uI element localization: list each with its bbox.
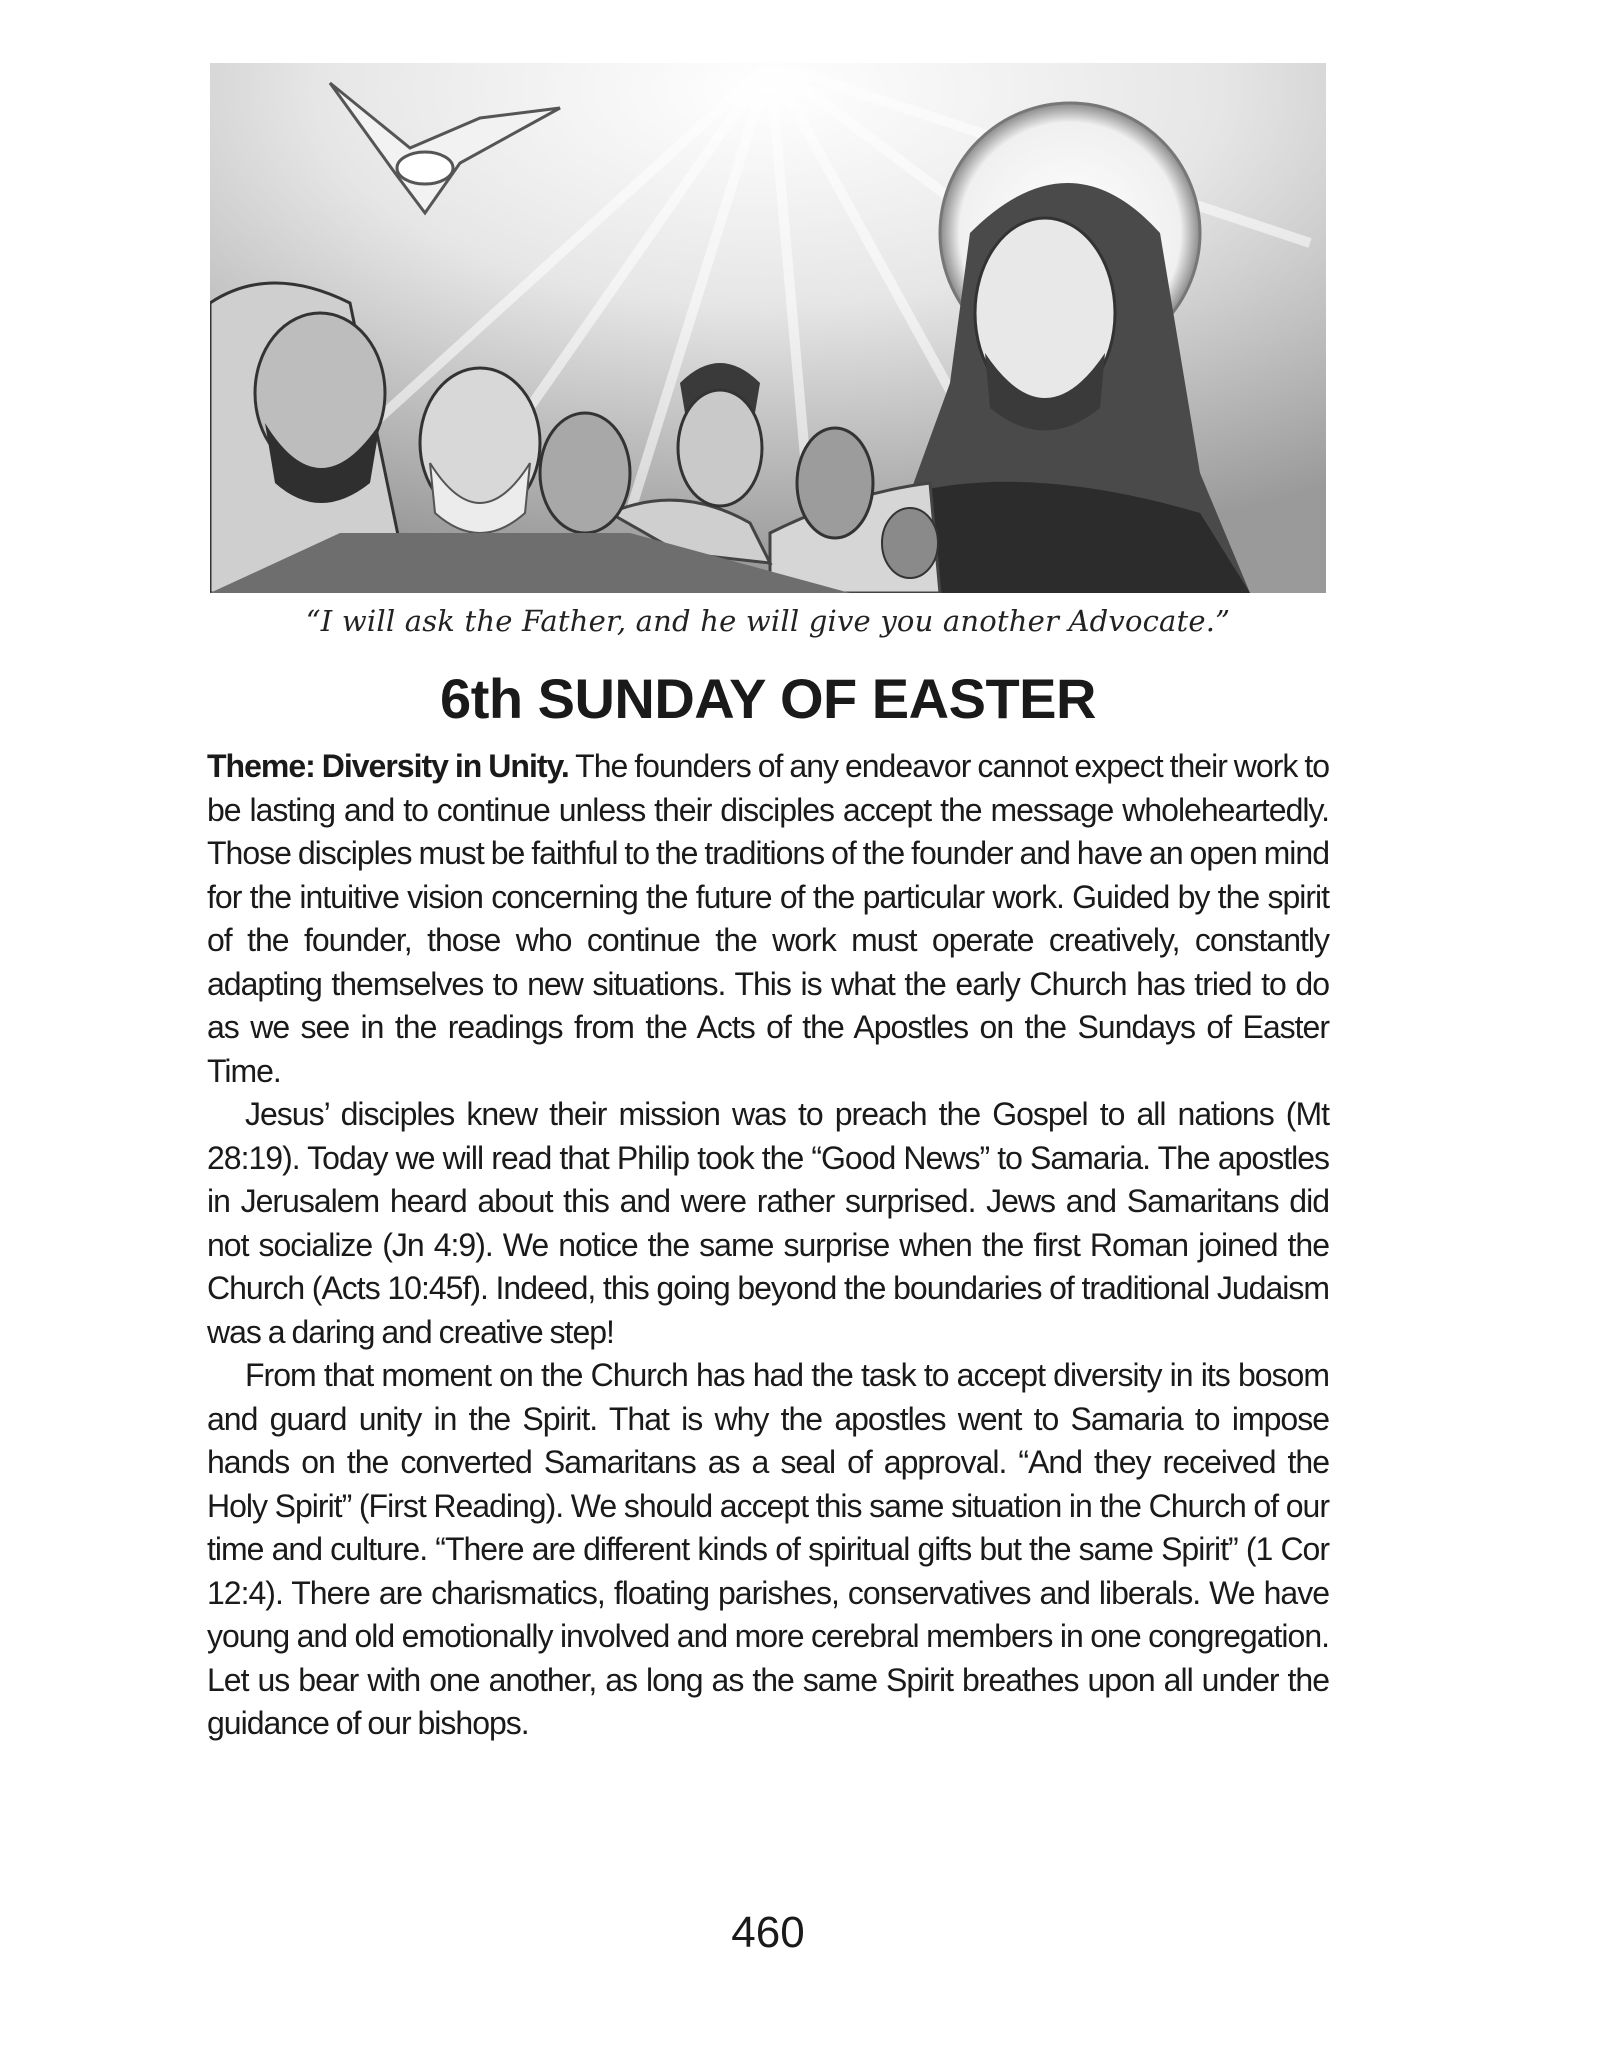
illustration-drawing <box>210 63 1326 593</box>
illustration <box>210 63 1326 593</box>
theme-label: Theme: Diversity in Unity. <box>207 748 569 784</box>
paragraph-theme <box>207 745 1329 1093</box>
page-number: 460 <box>731 1908 805 1957</box>
paragraph-mission: Jesus’ disciples knew their mission was to preach the Gospel to all nations (Mt 28:19). Today we will read that Philip took the “Good News” to Samaria. The apostles in Jerusalem heard about this and were rather surprised. Jews and Samaritans did not socialize (Jn 4:9). We notice the same surprise when the first Roman joined the Church (Acts 10:45f). Indeed, this going beyond the boundaries of traditional Judaism was a daring and creative step! <box>207 1096 1329 1350</box>
page-title: 6th SUNDAY OF EASTER <box>440 667 1096 730</box>
article-body <box>207 745 1329 1746</box>
paragraph-diversity: From that moment on the Church has had the task to accept diversity in its bosom and guard unity in the Spirit. That is why the apostles went to Samaria to impose hands on the converted Samaritans as a seal of approval. “And they received the Holy Spirit” (First Reading). We should accept this same situation in the Church of our time and culture. “There are different kinds of spiritual gifts but the same Spirit” (1 Cor 12:4). There are charismatics, floating parishes, conservatives and liberals. We have young and old emotionally involved and more cerebral members in one congregation. Let us bear with one another, as long as the same Spirit breathes upon all under the guidance of our bishops. <box>207 1357 1329 1741</box>
illustration-caption: “I will ask the Father, and he will give you another Advocate.” <box>305 604 1231 638</box>
paragraph-theme-text: The founders of any endeavor cannot expect their work to be lasting and to continue unless their disciples accept the message wholeheartedly. Those disciples must be faithful to the traditions of the founder and have an open mind for the intuitive vision concerning the future of the particular work. Guided by the spirit of the founder, those who continue the work must operate creatively, constantly adapting themselves to new situations. This is what the early Church has tried to do as we see in the readings from the Acts of the Apostles on the Sundays of Easter Time. <box>207 748 1329 1089</box>
